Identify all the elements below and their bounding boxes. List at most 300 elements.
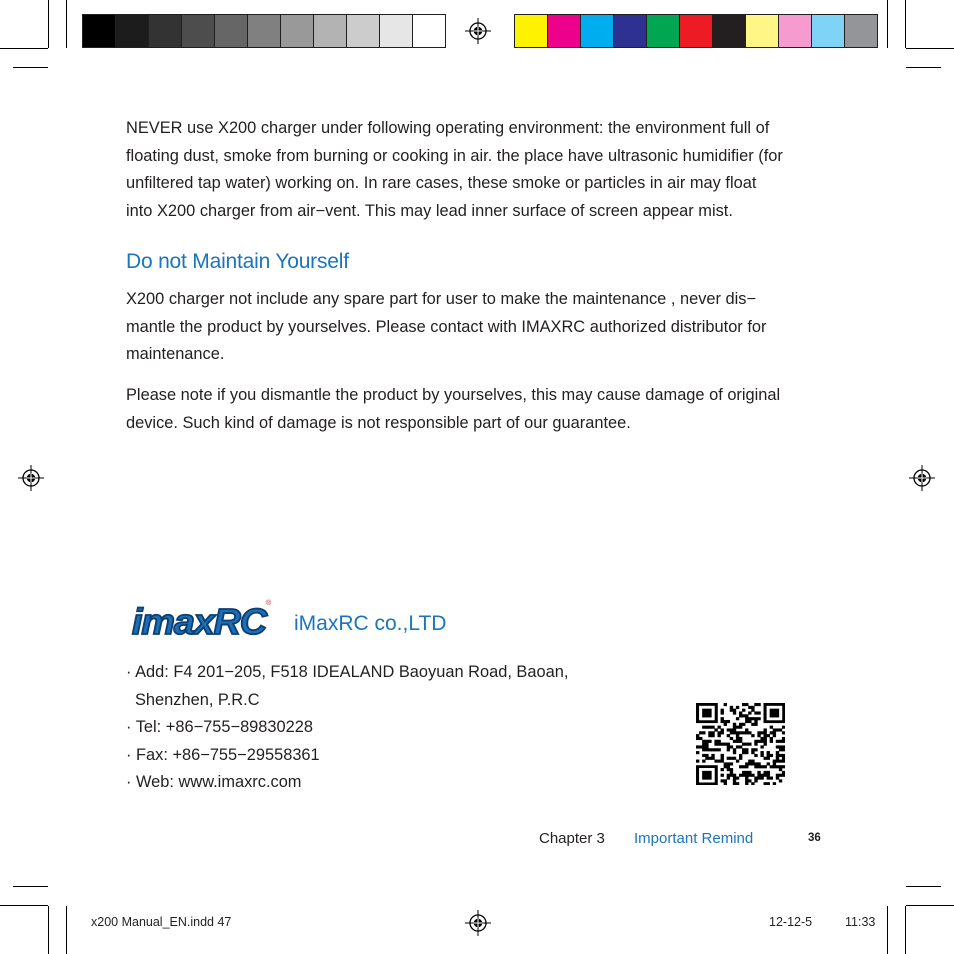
qr-module: [702, 771, 712, 780]
qr-module: [751, 709, 754, 712]
process-color-bar: [514, 14, 877, 48]
qr-module: [696, 745, 699, 748]
qr-module: [733, 711, 736, 714]
qr-module: [767, 751, 770, 754]
qr-module: [727, 748, 730, 751]
qr-module: [767, 754, 770, 757]
qr-module: [770, 765, 773, 768]
qr-module: [730, 709, 733, 712]
qr-module: [702, 748, 705, 751]
qr-module: [773, 765, 776, 768]
qr-module: [739, 740, 742, 743]
qr-module: [714, 743, 717, 746]
qr-module: [727, 734, 730, 737]
address-line: · Add: F4 201−205, F518 IDEALAND Baoyuan Road, Baoan,: [126, 663, 569, 681]
qr-module: [745, 779, 748, 782]
qr-code-icon[interactable]: [696, 703, 785, 785]
qr-module: [736, 740, 739, 743]
qr-module: [717, 731, 720, 734]
qr-module: [757, 740, 760, 743]
qr-module: [742, 765, 745, 768]
qr-module: [764, 737, 767, 740]
qr-module: [760, 740, 763, 743]
color-swatch: [379, 14, 413, 48]
qr-module: [764, 728, 767, 731]
qr-module: [721, 754, 724, 757]
qr-module: [779, 774, 782, 777]
qr-module: [708, 757, 711, 760]
qr-module: [739, 726, 742, 729]
color-swatch: [679, 14, 713, 48]
qr-module: [736, 706, 739, 709]
guarantee-paragraph: [126, 382, 846, 437]
qr-module: [702, 709, 712, 718]
qr-module: [760, 745, 763, 748]
qr-module: [696, 751, 699, 754]
qr-module: [767, 762, 770, 765]
qr-module: [757, 771, 760, 774]
qr-module: [776, 765, 779, 768]
qr-module: [736, 777, 739, 780]
qr-module: [748, 720, 751, 723]
qr-module: [754, 765, 757, 768]
qr-module: [770, 754, 773, 757]
qr-module: [779, 779, 782, 782]
qr-module: [782, 748, 785, 751]
qr-module: [748, 706, 751, 709]
qr-module: [733, 779, 736, 782]
qr-module: [782, 737, 785, 740]
qr-module: [696, 737, 699, 740]
qr-module: [773, 731, 776, 734]
qr-module: [760, 754, 763, 757]
qr-module: [773, 734, 776, 737]
registered-mark: ®: [266, 600, 272, 607]
qr-module: [708, 748, 711, 751]
web-line: · Web: www.imaxrc.com: [126, 773, 302, 791]
qr-module: [742, 731, 745, 734]
qr-module: [733, 777, 736, 780]
qr-module: [779, 768, 782, 771]
address-line: Shenzhen, P.R.C: [135, 690, 260, 709]
qr-module: [757, 762, 760, 765]
qr-module: [724, 703, 727, 706]
qr-module: [724, 762, 727, 765]
qr-module: [773, 782, 776, 785]
qr-module: [782, 726, 785, 729]
qr-module: [708, 726, 711, 729]
qr-module: [745, 720, 748, 723]
qr-module: [770, 709, 780, 718]
qr-module: [739, 754, 742, 757]
qr-module: [754, 762, 757, 765]
qr-module: [736, 726, 739, 729]
qr-module: [754, 743, 757, 746]
qr-module: [776, 774, 779, 777]
qr-module: [699, 745, 702, 748]
qr-module: [760, 777, 763, 780]
qr-module: [751, 748, 754, 751]
qr-module: [733, 728, 736, 731]
qr-module: [748, 762, 751, 765]
qr-module: [751, 706, 754, 709]
qr-module: [742, 723, 745, 726]
tel-line: · Tel: +86−755−89830228: [126, 718, 313, 736]
qr-module: [739, 731, 742, 734]
qr-module: [745, 717, 748, 720]
qr-module: [727, 728, 730, 731]
qr-module: [711, 734, 714, 737]
qr-module: [760, 765, 763, 768]
qr-module: [760, 774, 763, 777]
qr-module: [727, 743, 730, 746]
color-swatch: [82, 14, 116, 48]
qr-module: [730, 771, 733, 774]
qr-module: [705, 726, 708, 729]
qr-module: [754, 703, 757, 706]
maintenance-paragraph: [126, 286, 846, 369]
qr-module: [782, 760, 785, 763]
qr-module: [724, 723, 727, 726]
qr-module: [779, 765, 782, 768]
qr-module: [714, 728, 717, 731]
qr-module: [782, 757, 785, 760]
color-swatch: [412, 14, 446, 48]
qr-module: [779, 740, 782, 743]
qr-module: [714, 760, 717, 763]
color-swatch: [844, 14, 878, 48]
qr-module: [721, 779, 724, 782]
qr-module: [711, 754, 714, 757]
qr-module: [705, 748, 708, 751]
qr-module: [748, 711, 751, 714]
qr-module: [708, 734, 711, 737]
qr-module: [782, 754, 785, 757]
qr-module: [745, 703, 748, 706]
qr-module: [721, 711, 724, 714]
qr-module: [754, 777, 757, 780]
qr-module: [757, 734, 760, 737]
qr-module: [721, 720, 724, 723]
qr-module: [754, 717, 757, 720]
color-swatch: [646, 14, 680, 48]
qr-module: [721, 774, 724, 777]
qr-module: [739, 737, 742, 740]
qr-module: [776, 728, 779, 731]
grayscale-color-bar: [82, 14, 445, 48]
slug-filename: x200 Manual_EN.indd 47: [91, 915, 232, 929]
qr-module: [696, 734, 699, 737]
color-swatch: [214, 14, 248, 48]
qr-module: [754, 723, 757, 726]
qr-module: [730, 731, 733, 734]
qr-module: [714, 748, 717, 751]
qr-module: [727, 768, 730, 771]
color-swatch: [181, 14, 215, 48]
qr-module: [757, 717, 760, 720]
registration-mark-icon: [909, 465, 935, 491]
qr-module: [764, 740, 767, 743]
page-number: 36: [808, 832, 821, 844]
qr-module: [696, 760, 699, 763]
qr-module: [754, 711, 757, 714]
qr-module: [767, 774, 770, 777]
qr-module: [739, 757, 742, 760]
qr-module: [745, 762, 748, 765]
color-swatch: [247, 14, 281, 48]
qr-module: [714, 740, 717, 743]
qr-module: [757, 777, 760, 780]
qr-module: [770, 726, 773, 729]
text-line: maintenance.: [126, 345, 225, 363]
qr-module: [711, 726, 714, 729]
qr-module: [721, 728, 724, 731]
qr-module: [717, 760, 720, 763]
qr-module: [773, 728, 776, 731]
qr-module: [764, 765, 767, 768]
qr-module: [760, 751, 763, 754]
qr-module: [745, 782, 748, 785]
qr-module: [745, 748, 748, 751]
qr-module: [699, 737, 702, 740]
qr-module: [724, 720, 727, 723]
qr-module: [705, 745, 708, 748]
qr-module: [739, 711, 742, 714]
color-swatch: [580, 14, 614, 48]
qr-module: [721, 768, 724, 771]
text-line: NEVER use X200 charger under following operating environment: the environment full of: [126, 119, 770, 137]
qr-module: [717, 726, 720, 729]
qr-module: [721, 760, 724, 763]
contact-block: [126, 659, 646, 797]
qr-module: [724, 782, 727, 785]
qr-module: [724, 743, 727, 746]
qr-module: [779, 745, 782, 748]
color-swatch: [712, 14, 746, 48]
qr-module: [702, 731, 705, 734]
company-logo: [129, 596, 275, 642]
qr-module: [760, 731, 763, 734]
environment-paragraph: [126, 115, 846, 225]
qr-module: [782, 765, 785, 768]
qr-module: [757, 703, 760, 706]
qr-module: [711, 748, 714, 751]
qr-module: [727, 774, 730, 777]
text-line: floating dust, smoke from burning or cooking in air. the place have ultrasonic humidifier (for: [126, 146, 783, 165]
qr-module: [751, 717, 754, 720]
qr-module: [751, 760, 754, 763]
qr-module: [717, 748, 720, 751]
qr-module: [770, 737, 773, 740]
qr-module: [736, 734, 739, 737]
color-swatch: [280, 14, 314, 48]
qr-module: [742, 751, 745, 754]
qr-module: [754, 740, 757, 743]
qr-module: [754, 748, 757, 751]
qr-module: [773, 762, 776, 765]
qr-module: [711, 757, 714, 760]
qr-module: [764, 731, 767, 734]
qr-module: [733, 723, 736, 726]
qr-module: [733, 782, 736, 785]
qr-module: [764, 757, 767, 760]
qr-module: [745, 771, 748, 774]
text-line: into X200 charger from air−vent. This may lead inner surface of screen appear mist.: [126, 201, 733, 220]
qr-module: [764, 743, 767, 746]
qr-module: [767, 757, 770, 760]
qr-module: [782, 774, 785, 777]
qr-module: [730, 737, 733, 740]
color-swatch: [778, 14, 812, 48]
qr-module: [717, 734, 720, 737]
qr-module: [751, 762, 754, 765]
qr-module: [721, 743, 724, 746]
qr-module: [754, 720, 757, 723]
qr-module: [705, 740, 708, 743]
qr-module: [748, 771, 751, 774]
qr-module: [745, 728, 748, 731]
qr-module: [757, 731, 760, 734]
qr-module: [711, 731, 714, 734]
registration-mark-icon: [465, 910, 491, 936]
qr-module: [776, 740, 779, 743]
qr-module: [733, 731, 736, 734]
qr-module: [736, 760, 739, 763]
qr-module: [770, 777, 773, 780]
qr-module: [705, 757, 708, 760]
qr-module: [767, 771, 770, 774]
qr-module: [748, 717, 751, 720]
qr-module: [764, 734, 767, 737]
qr-module: [724, 779, 727, 782]
qr-module: [739, 765, 742, 768]
qr-module: [776, 777, 779, 780]
color-swatch: [346, 14, 380, 48]
qr-module: [745, 731, 748, 734]
qr-module: [721, 757, 724, 760]
color-swatch: [547, 14, 581, 48]
qr-module: [751, 734, 754, 737]
color-swatch: [811, 14, 845, 48]
qr-module: [727, 765, 730, 768]
qr-module: [702, 754, 705, 757]
qr-module: [727, 762, 730, 765]
qr-module: [748, 779, 751, 782]
qr-module: [733, 757, 736, 760]
color-swatch: [745, 14, 779, 48]
qr-module: [751, 774, 754, 777]
qr-module: [721, 731, 724, 734]
text-line: X200 charger not include any spare part for user to make the maintenance , never dis−: [126, 290, 757, 308]
company-name: iMaxRC co.,LTD: [294, 612, 447, 635]
qr-module: [782, 731, 785, 734]
qr-module: [767, 782, 770, 785]
qr-module: [748, 760, 751, 763]
qr-module: [776, 754, 779, 757]
text-line: device. Such kind of damage is not responsible part of our guarantee.: [126, 413, 631, 432]
qr-module: [751, 782, 754, 785]
qr-module: [727, 745, 730, 748]
qr-module: [742, 714, 745, 717]
qr-module: [721, 717, 724, 720]
qr-module: [736, 717, 739, 720]
qr-module: [730, 745, 733, 748]
logo-wordmark: imaxRC: [132, 601, 269, 642]
qr-module: [702, 740, 705, 743]
qr-module: [779, 728, 782, 731]
qr-module: [736, 782, 739, 785]
color-swatch: [613, 14, 647, 48]
slug-time: 11:33: [845, 915, 876, 929]
qr-module: [717, 740, 720, 743]
qr-module: [770, 731, 773, 734]
color-swatch: [514, 14, 548, 48]
qr-module: [739, 774, 742, 777]
qr-module: [776, 757, 779, 760]
qr-module: [705, 754, 708, 757]
qr-module: [748, 743, 751, 746]
qr-module: [739, 723, 742, 726]
qr-module: [764, 774, 767, 777]
qr-module: [773, 760, 776, 763]
qr-module: [742, 748, 745, 751]
text-line: mantle the product by yourselves. Please contact with IMAXRC authorized distributor for: [126, 317, 767, 336]
section-heading: Do not Maintain Yourself: [126, 250, 349, 273]
qr-module: [742, 771, 745, 774]
qr-module: [745, 751, 748, 754]
qr-module: [736, 731, 739, 734]
qr-module: [767, 777, 770, 780]
qr-module: [770, 740, 773, 743]
qr-module: [733, 774, 736, 777]
qr-module: [739, 745, 742, 748]
fax-line: · Fax: +86−755−29558361: [126, 745, 320, 764]
color-swatch: [115, 14, 149, 48]
registration-mark-icon: [465, 18, 491, 44]
qr-module: [730, 757, 733, 760]
qr-module: [702, 760, 705, 763]
color-swatch: [148, 14, 182, 48]
qr-module: [745, 774, 748, 777]
qr-module: [730, 728, 733, 731]
qr-module: [745, 765, 748, 768]
qr-module: [733, 726, 736, 729]
qr-module: [736, 737, 739, 740]
qr-module: [733, 751, 736, 754]
qr-module: [702, 745, 705, 748]
qr-module: [736, 745, 739, 748]
qr-module: [739, 714, 742, 717]
qr-module: [782, 740, 785, 743]
section-label: Important Remind: [634, 830, 754, 847]
color-swatch: [313, 14, 347, 48]
qr-module: [757, 711, 760, 714]
text-line: unfiltered tap water) working on. In rare cases, these smoke or particles in air may float: [126, 174, 757, 192]
qr-module: [705, 743, 708, 746]
qr-module: [742, 709, 745, 712]
qr-module: [702, 743, 705, 746]
qr-module: [751, 751, 754, 754]
qr-module: [754, 779, 757, 782]
qr-module: [727, 720, 730, 723]
qr-module: [727, 777, 730, 780]
registration-mark-icon: [18, 465, 44, 491]
qr-module: [767, 734, 770, 737]
slug-date: 12-12-5: [769, 915, 813, 929]
qr-module: [779, 748, 782, 751]
qr-module: [757, 774, 760, 777]
qr-module: [730, 774, 733, 777]
